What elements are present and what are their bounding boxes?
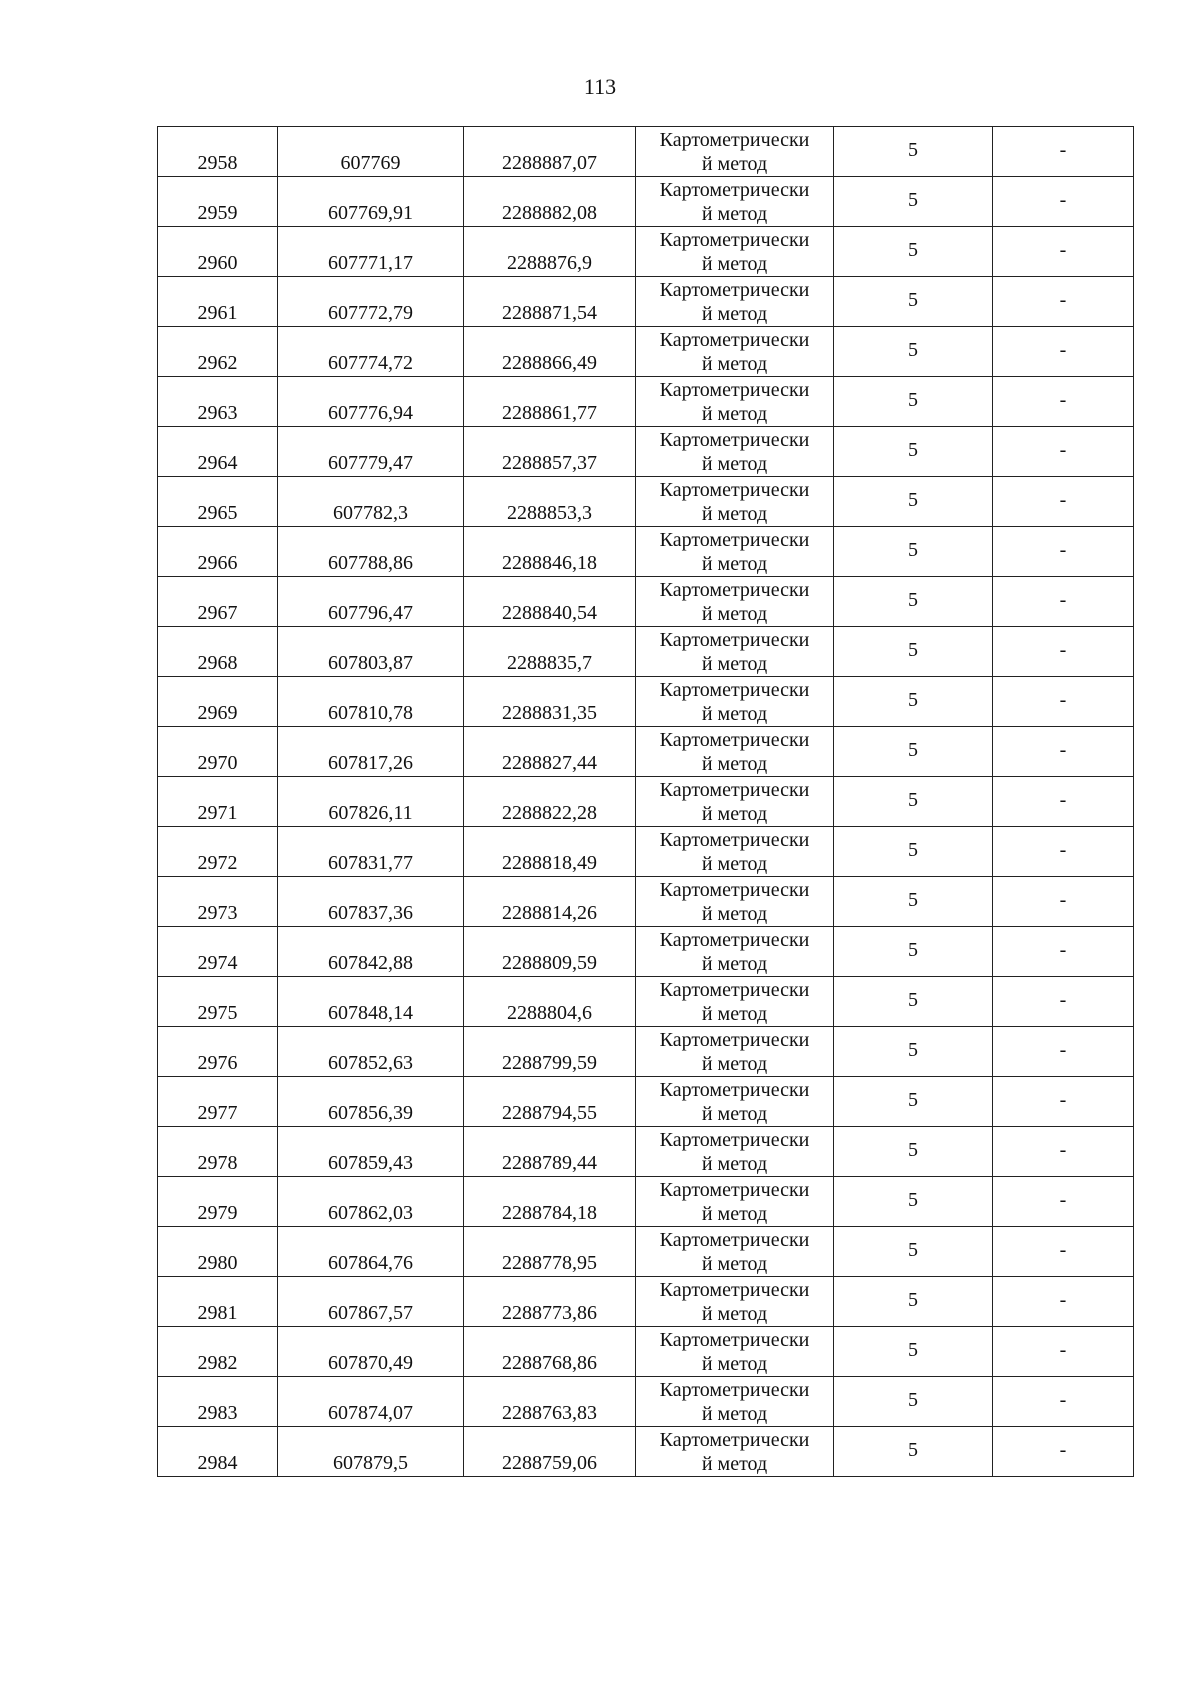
method-cell [636,527,834,577]
table-row [158,627,1134,677]
point-number-cell: 2960 [158,227,278,277]
table-row [158,1427,1134,1477]
table-row [158,527,1134,577]
y-coordinate-cell: 2288763,83 [464,1377,636,1427]
point-number-cell: 2982 [158,1327,278,1377]
y-coordinate-cell: 2288871,54 [464,277,636,327]
table-row [158,477,1134,527]
note-cell: - [993,977,1134,1027]
note-cell: - [993,1127,1134,1177]
method-text-line-2: й метод [701,1452,768,1475]
method-text-line-1: Картометрически [659,378,810,401]
method-text-line-2: й метод [701,452,768,475]
table-row [158,1327,1134,1377]
method-cell [636,677,834,727]
note-cell: - [993,677,1134,727]
accuracy-cell: 5 [834,1177,993,1227]
method-text-line-2: й метод [701,152,768,175]
method-cell [636,1377,834,1427]
accuracy-cell: 5 [834,1277,993,1327]
note-cell: - [993,1177,1134,1227]
x-coordinate-cell: 607848,14 [278,977,464,1027]
y-coordinate-cell: 2288831,35 [464,677,636,727]
accuracy-cell: 5 [834,427,993,477]
method-text-line-1: Картометрически [659,1178,810,1201]
method-text-line-2: й метод [701,652,768,675]
accuracy-cell: 5 [834,877,993,927]
accuracy-cell: 5 [834,1127,993,1177]
method-text-line-1: Картометрически [659,578,810,601]
method-text-line-2: й метод [701,1402,768,1425]
accuracy-cell: 5 [834,177,993,227]
note-cell: - [993,527,1134,577]
x-coordinate-cell: 607774,72 [278,327,464,377]
page-number: 113 [583,74,617,99]
accuracy-cell: 5 [834,1427,993,1477]
method-text-line-1: Картометрически [659,228,810,251]
table-row [158,677,1134,727]
point-number-cell: 2980 [158,1227,278,1277]
table-row [158,1127,1134,1177]
table-row [158,927,1134,977]
x-coordinate-cell: 607769 [278,127,464,177]
y-coordinate-cell: 2288784,18 [464,1177,636,1227]
note-cell: - [993,1077,1134,1127]
point-number-cell: 2963 [158,377,278,427]
method-text-line-1: Картометрически [659,978,810,1001]
note-cell: - [993,327,1134,377]
table-row [158,1277,1134,1327]
note-cell: - [993,1327,1134,1377]
accuracy-cell: 5 [834,677,993,727]
note-cell: - [993,427,1134,477]
method-cell [636,1127,834,1177]
accuracy-cell: 5 [834,227,993,277]
x-coordinate-cell: 607859,43 [278,1127,464,1177]
method-text-line-1: Картометрически [659,1028,810,1051]
y-coordinate-cell: 2288882,08 [464,177,636,227]
x-coordinate-cell: 607837,36 [278,877,464,927]
y-coordinate-cell: 2288876,9 [464,227,636,277]
method-text-line-1: Картометрически [659,528,810,551]
method-text-line-2: й метод [701,302,768,325]
method-text-line-2: й метод [701,402,768,425]
point-number-cell: 2967 [158,577,278,627]
method-text-line-2: й метод [701,952,768,975]
accuracy-cell: 5 [834,127,993,177]
accuracy-cell: 5 [834,1227,993,1277]
method-cell [636,427,834,477]
point-number-cell: 2970 [158,727,278,777]
method-cell [636,577,834,627]
method-text-line-2: й метод [701,1252,768,1275]
method-text-line-1: Картометрически [659,478,810,501]
table-row [158,877,1134,927]
x-coordinate-cell: 607862,03 [278,1177,464,1227]
y-coordinate-cell: 2288866,49 [464,327,636,377]
method-cell [636,827,834,877]
accuracy-cell: 5 [834,327,993,377]
note-cell: - [993,1377,1134,1427]
note-cell: - [993,477,1134,527]
table-row [158,577,1134,627]
note-cell: - [993,927,1134,977]
table-row [158,427,1134,477]
method-cell [636,327,834,377]
note-cell: - [993,177,1134,227]
note-cell: - [993,1227,1134,1277]
table-row [158,1177,1134,1227]
method-text-line-1: Картометрически [659,928,810,951]
point-number-cell: 2965 [158,477,278,527]
method-text-line-1: Картометрически [659,428,810,451]
table-row [158,827,1134,877]
point-number-cell: 2976 [158,1027,278,1077]
method-text-line-1: Картометрически [659,1128,810,1151]
method-text-line-2: й метод [701,1002,768,1025]
method-text-line-2: й метод [701,752,768,775]
method-cell [636,1027,834,1077]
x-coordinate-cell: 607817,26 [278,727,464,777]
method-cell [636,627,834,677]
method-text-line-2: й метод [701,602,768,625]
method-cell [636,1227,834,1277]
method-cell [636,1277,834,1327]
table-row [158,1377,1134,1427]
method-text-line-2: й метод [701,902,768,925]
x-coordinate-cell: 607803,87 [278,627,464,677]
table-row [158,1227,1134,1277]
method-text-line-2: й метод [701,252,768,275]
method-text-line-2: й метод [701,1302,768,1325]
accuracy-cell: 5 [834,577,993,627]
y-coordinate-cell: 2288814,26 [464,877,636,927]
accuracy-cell: 5 [834,727,993,777]
y-coordinate-cell: 2288861,77 [464,377,636,427]
point-number-cell: 2964 [158,427,278,477]
point-number-cell: 2972 [158,827,278,877]
y-coordinate-cell: 2288853,3 [464,477,636,527]
note-cell: - [993,627,1134,677]
point-number-cell: 2962 [158,327,278,377]
table-body [158,127,1134,1477]
point-number-cell: 2983 [158,1377,278,1427]
method-cell [636,727,834,777]
accuracy-cell: 5 [834,1027,993,1077]
point-number-cell: 2971 [158,777,278,827]
method-text-line-1: Картометрически [659,728,810,751]
method-text-line-1: Картометрически [659,1228,810,1251]
x-coordinate-cell: 607842,88 [278,927,464,977]
table-row [158,977,1134,1027]
note-cell: - [993,727,1134,777]
method-text-line-2: й метод [701,352,768,375]
y-coordinate-cell: 2288822,28 [464,777,636,827]
note-cell: - [993,1427,1134,1477]
method-text-line-1: Картометрически [659,328,810,351]
x-coordinate-cell: 607779,47 [278,427,464,477]
note-cell: - [993,877,1134,927]
table-row [158,1077,1134,1127]
x-coordinate-cell: 607826,11 [278,777,464,827]
y-coordinate-cell: 2288846,18 [464,527,636,577]
y-coordinate-cell: 2288818,49 [464,827,636,877]
point-number-cell: 2984 [158,1427,278,1477]
y-coordinate-cell: 2288827,44 [464,727,636,777]
method-text-line-1: Картометрически [659,1078,810,1101]
x-coordinate-cell: 607776,94 [278,377,464,427]
x-coordinate-cell: 607867,57 [278,1277,464,1327]
accuracy-cell: 5 [834,277,993,327]
note-cell: - [993,277,1134,327]
y-coordinate-cell: 2288773,86 [464,1277,636,1327]
point-number-cell: 2978 [158,1127,278,1177]
x-coordinate-cell: 607864,76 [278,1227,464,1277]
method-text-line-1: Картометрически [659,678,810,701]
table-row [158,277,1134,327]
note-cell: - [993,777,1134,827]
table-row [158,227,1134,277]
x-coordinate-cell: 607856,39 [278,1077,464,1127]
method-cell [636,377,834,427]
method-text-line-2: й метод [701,1352,768,1375]
y-coordinate-cell: 2288840,54 [464,577,636,627]
note-cell: - [993,1277,1134,1327]
table-row [158,127,1134,177]
method-text-line-2: й метод [701,1052,768,1075]
method-text-line-1: Картометрически [659,178,810,201]
accuracy-cell: 5 [834,1077,993,1127]
x-coordinate-cell: 607879,5 [278,1427,464,1477]
method-cell [636,1177,834,1227]
point-number-cell: 2974 [158,927,278,977]
point-number-cell: 2973 [158,877,278,927]
accuracy-cell: 5 [834,827,993,877]
method-text-line-2: й метод [701,1102,768,1125]
method-text-line-2: й метод [701,1202,768,1225]
accuracy-cell: 5 [834,377,993,427]
accuracy-cell: 5 [834,1377,993,1427]
x-coordinate-cell: 607810,78 [278,677,464,727]
point-number-cell: 2979 [158,1177,278,1227]
method-text-line-1: Картометрически [659,628,810,651]
method-text-line-1: Картометрически [659,1328,810,1351]
method-cell [636,477,834,527]
table-row [158,327,1134,377]
method-text-line-1: Картометрически [659,128,810,151]
point-number-cell: 2969 [158,677,278,727]
note-cell: - [993,377,1134,427]
table-row [158,727,1134,777]
method-cell [636,1077,834,1127]
x-coordinate-cell: 607870,49 [278,1327,464,1377]
table-row [158,777,1134,827]
method-text-line-1: Картометрически [659,1428,810,1451]
x-coordinate-cell: 607796,47 [278,577,464,627]
note-cell: - [993,577,1134,627]
x-coordinate-cell: 607772,79 [278,277,464,327]
method-cell [636,277,834,327]
method-cell [636,777,834,827]
method-text-line-1: Картометрически [659,1278,810,1301]
method-cell [636,1427,834,1477]
accuracy-cell: 5 [834,977,993,1027]
note-cell: - [993,1027,1134,1077]
point-number-cell: 2977 [158,1077,278,1127]
x-coordinate-cell: 607782,3 [278,477,464,527]
table-row [158,1027,1134,1077]
method-text-line-1: Картометрически [659,778,810,801]
y-coordinate-cell: 2288887,07 [464,127,636,177]
accuracy-cell: 5 [834,527,993,577]
method-text-line-2: й метод [701,202,768,225]
y-coordinate-cell: 2288809,59 [464,927,636,977]
method-text-line-2: й метод [701,1152,768,1175]
method-text-line-2: й метод [701,502,768,525]
note-cell: - [993,127,1134,177]
method-cell [636,1327,834,1377]
y-coordinate-cell: 2288794,55 [464,1077,636,1127]
x-coordinate-cell: 607769,91 [278,177,464,227]
point-number-cell: 2958 [158,127,278,177]
method-cell [636,877,834,927]
table-row [158,177,1134,227]
accuracy-cell: 5 [834,627,993,677]
point-number-cell: 2981 [158,1277,278,1327]
x-coordinate-cell: 607852,63 [278,1027,464,1077]
point-number-cell: 2968 [158,627,278,677]
note-cell: - [993,827,1134,877]
method-cell [636,977,834,1027]
y-coordinate-cell: 2288857,37 [464,427,636,477]
point-number-cell: 2959 [158,177,278,227]
point-number-cell: 2961 [158,277,278,327]
method-cell [636,177,834,227]
method-text-line-1: Картометрически [659,1378,810,1401]
method-text-line-2: й метод [701,802,768,825]
y-coordinate-cell: 2288789,44 [464,1127,636,1177]
y-coordinate-cell: 2288778,95 [464,1227,636,1277]
point-number-cell: 2975 [158,977,278,1027]
accuracy-cell: 5 [834,477,993,527]
method-text-line-2: й метод [701,552,768,575]
method-text-line-1: Картометрически [659,878,810,901]
accuracy-cell: 5 [834,1327,993,1377]
y-coordinate-cell: 2288768,86 [464,1327,636,1377]
y-coordinate-cell: 2288759,06 [464,1427,636,1477]
accuracy-cell: 5 [834,777,993,827]
y-coordinate-cell: 2288835,7 [464,627,636,677]
method-cell [636,227,834,277]
note-cell: - [993,227,1134,277]
y-coordinate-cell: 2288799,59 [464,1027,636,1077]
method-text-line-2: й метод [701,852,768,875]
coordinates-table [157,126,1134,1477]
y-coordinate-cell: 2288804,6 [464,977,636,1027]
x-coordinate-cell: 607788,86 [278,527,464,577]
table-row [158,377,1134,427]
method-text-line-2: й метод [701,702,768,725]
x-coordinate-cell: 607874,07 [278,1377,464,1427]
point-number-cell: 2966 [158,527,278,577]
accuracy-cell: 5 [834,927,993,977]
method-cell [636,127,834,177]
method-text-line-1: Картометрически [659,828,810,851]
x-coordinate-cell: 607831,77 [278,827,464,877]
method-text-line-1: Картометрически [659,278,810,301]
x-coordinate-cell: 607771,17 [278,227,464,277]
method-cell [636,927,834,977]
